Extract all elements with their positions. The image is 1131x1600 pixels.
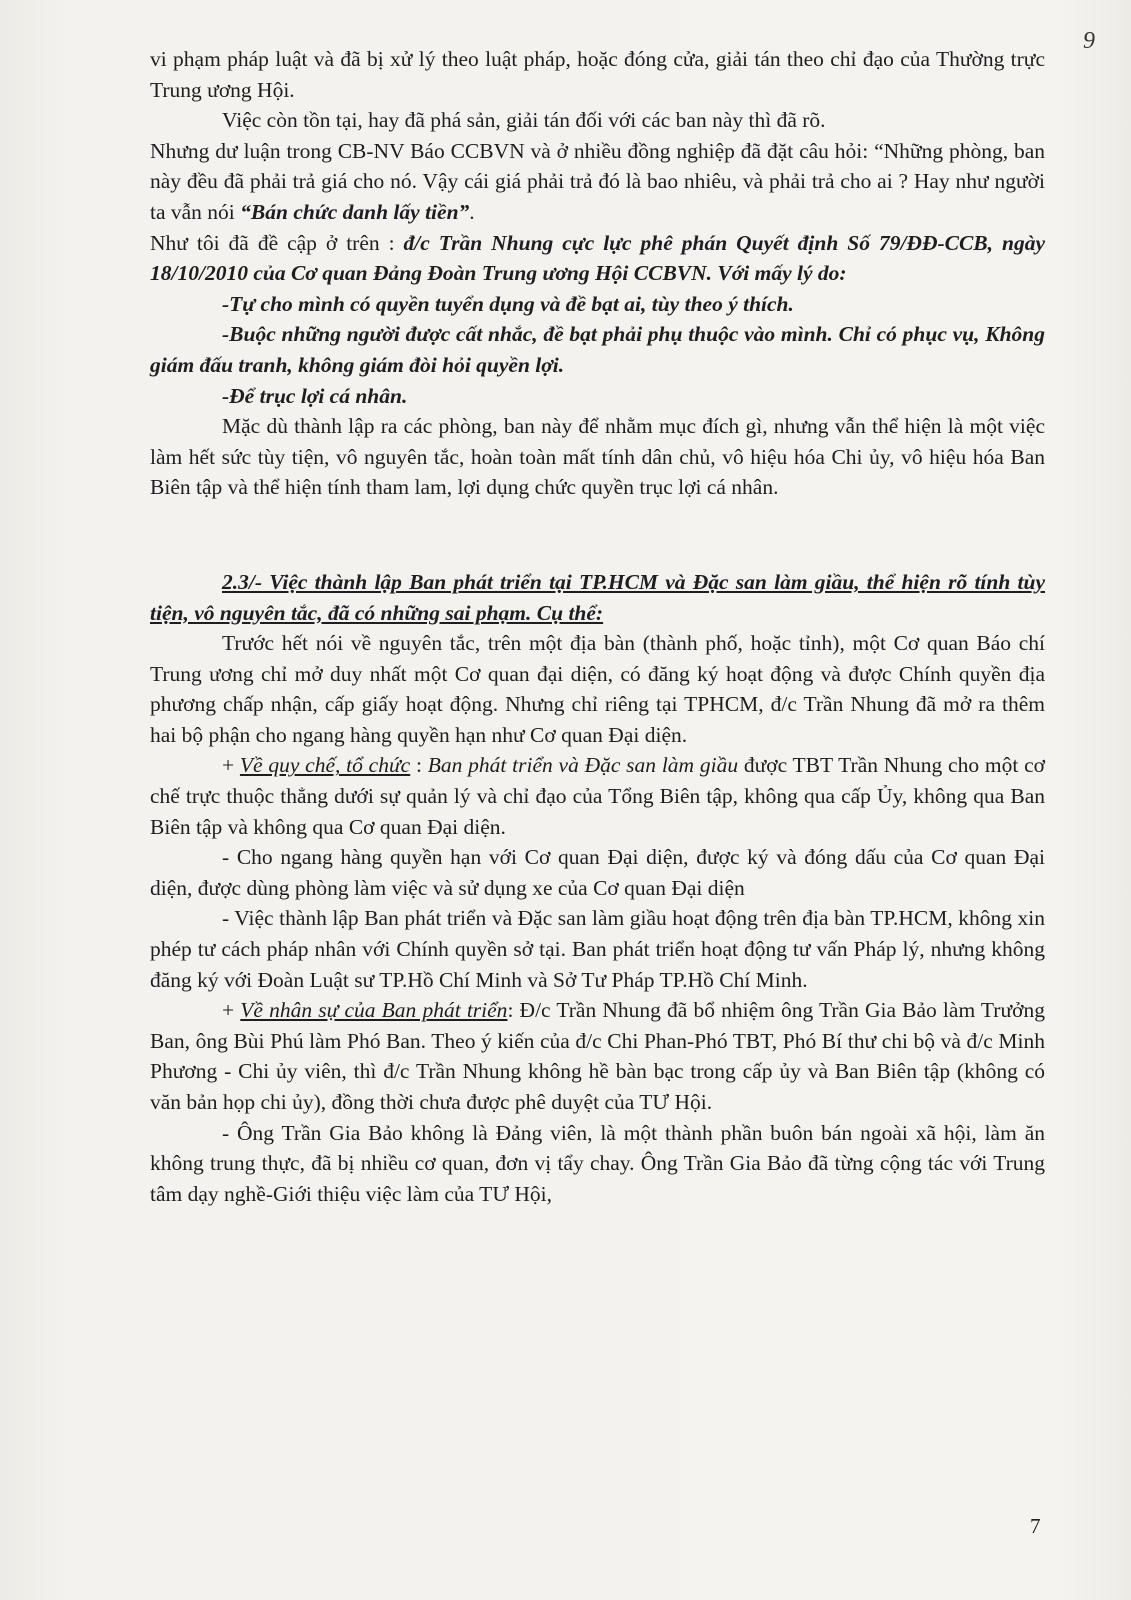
section-heading-2-3: 2.3/- Việc thành lập Ban phát triển tại TP.HCM và Đặc san làm giầu, thể hiện rõ tính tùy tiện, vô nguyên tắc, đã có những sai phạm. Cụ thể:	[150, 569, 1045, 625]
paragraph-5: Mặc dù thành lập ra các phòng, ban này để nhằm mục đích gì, nhưng vẫn thể hiện là một việc làm hết sức tùy tiện, vô nguyên tắc, hoàn toàn mất tính dân chủ, vô hiệu hóa Chi ủy, vô hiệu hóa Ban Biên tập và thể hiện tính tham lam, lợi dụng chức quyền trục lợi cá nhân.	[150, 414, 1045, 500]
paragraph-10-prefix: +	[222, 998, 241, 1023]
paragraph-10-rest: : Đ/c Trần Nhung đã bổ nhiệm ông Trần Gia Bảo làm Trưởng Ban, ông Bùi Phú làm Phó Ban. Theo ý kiến của đ/c Chi Phan-Phó TBT, Phó Bí thư chi bộ và đ/c Minh Phương - Chi ủy viên, thì đ/c Trần Nhung không hề bàn bạc trong cấp ủy và Ban Biên tập (không có văn bản họp chi ủy), đồng thời chưa được phê duyệt của TƯ Hội.	[150, 998, 1045, 1114]
paragraph-7-sep: :	[410, 753, 428, 778]
paragraph-10	[150, 995, 1045, 1117]
paragraph-4	[150, 228, 1045, 289]
document-body	[150, 44, 1045, 1209]
paragraph-7	[150, 750, 1045, 842]
paragraph-3-text: Nhưng dư luận trong CB-NV Báo CCBVN và ở nhiều đồng nghiệp đã đặt câu hỏi: “Những phòng, ban này đều đã phải trả giá cho nó. Vậy cái giá phải trả đó là bao nhiêu, và phải trả cho ai ? Hay như người ta vẫn nói	[150, 138, 1045, 224]
paragraph-2: Việc còn tồn tại, hay đã phá sản, giải tán đối với các ban này thì đã rõ.	[222, 108, 826, 133]
paragraph-7-prefix: +	[222, 753, 240, 778]
reason-3: -Để trục lợi cá nhân.	[222, 383, 408, 408]
board-name: Ban phát triển và Đặc san làm giầu	[427, 753, 739, 778]
paragraph-1: vi phạm pháp luật và đã bị xử lý theo luật pháp, hoặc đóng cửa, giải tán theo chỉ đạo của Thường trực Trung ương Hội.	[150, 47, 1045, 102]
paragraph-3	[150, 136, 1045, 228]
page-number: 7	[1030, 1514, 1041, 1538]
paragraph-7-rest: được TBT Trần Nhung cho một cơ chế trực thuộc thẳng dưới sự quản lý và chỉ đạo của Tổng Biên tập, không qua cấp Ủy, không qua Ban Biên tập và không qua Cơ quan Đại diện.	[150, 753, 1045, 839]
paragraph-4-text: Như tôi đã đề cập ở trên :	[150, 230, 404, 255]
paragraph-3-end: .	[469, 199, 475, 224]
org-rules-label: Về quy chế, tổ chức	[239, 753, 411, 778]
paragraph-11: - Ông Trần Gia Bảo không là Đảng viên, là một thành phần buôn bán ngoài xã hội, làm ăn không trung thực, đã bị nhiều cơ quan, đơn vị tẩy chay. Ông Trần Gia Bảo đã từng cộng tác với Trung tâm dạy nghề-Giới thiệu việc làm của TƯ Hội,	[150, 1120, 1045, 1206]
paragraph-9: - Việc thành lập Ban phát triển và Đặc san làm giầu hoạt động trên địa bàn TP.HCM, không xin phép tư cách pháp nhân với Chính quyền sở tại. Ban phát triển hoạt động tư vấn Pháp lý, nhưng không đăng ký với Đoàn Luật sư TP.Hồ Chí Minh và Sở Tư Pháp TP.Hồ Chí Minh.	[150, 906, 1045, 992]
personnel-label: Về nhân sự của Ban phát triển	[240, 998, 508, 1023]
paragraph-8: - Cho ngang hàng quyền hạn với Cơ quan Đại diện, được ký và đóng dấu của Cơ quan Đại diện, được dùng phòng làm việc và sử dụng xe của Cơ quan Đại diện	[150, 845, 1045, 900]
paragraph-6: Trước hết nói về nguyên tắc, trên một địa bàn (thành phố, hoặc tỉnh), một Cơ quan Báo chí Trung ương chỉ mở duy nhất một Cơ quan đại diện, có đăng ký hoạt động và được Chính quyền địa phương chấp nhận, cấp giấy hoạt động. Nhưng chỉ riêng tại TPHCM, đ/c Trần Nhung đã mở ra thêm hai bộ phận cho ngang hàng quyền hạn như Cơ quan Đại diện.	[150, 631, 1045, 747]
criticism-statement: đ/c Trần Nhung cực lực phê phán Quyết định Số 79/ĐĐ-CCB, ngày 18/10/2010 của Cơ quan Đảng Đoàn Trung ương Hội CCBVN. Với mấy lý do:	[150, 230, 1045, 286]
quote-sell-title: “Bán chức danh lấy tiền”	[240, 199, 470, 224]
corner-page-mark: 9	[1083, 28, 1095, 54]
reason-2: -Buộc những người được cất nhắc, đề bạt phải phụ thuộc vào mình. Chỉ có phục vụ, Không giám đấu tranh, không giám đòi hỏi quyền lợi.	[150, 322, 1045, 377]
reason-1: -Tự cho mình có quyền tuyển dụng và đề bạt ai, tùy theo ý thích.	[222, 291, 794, 316]
